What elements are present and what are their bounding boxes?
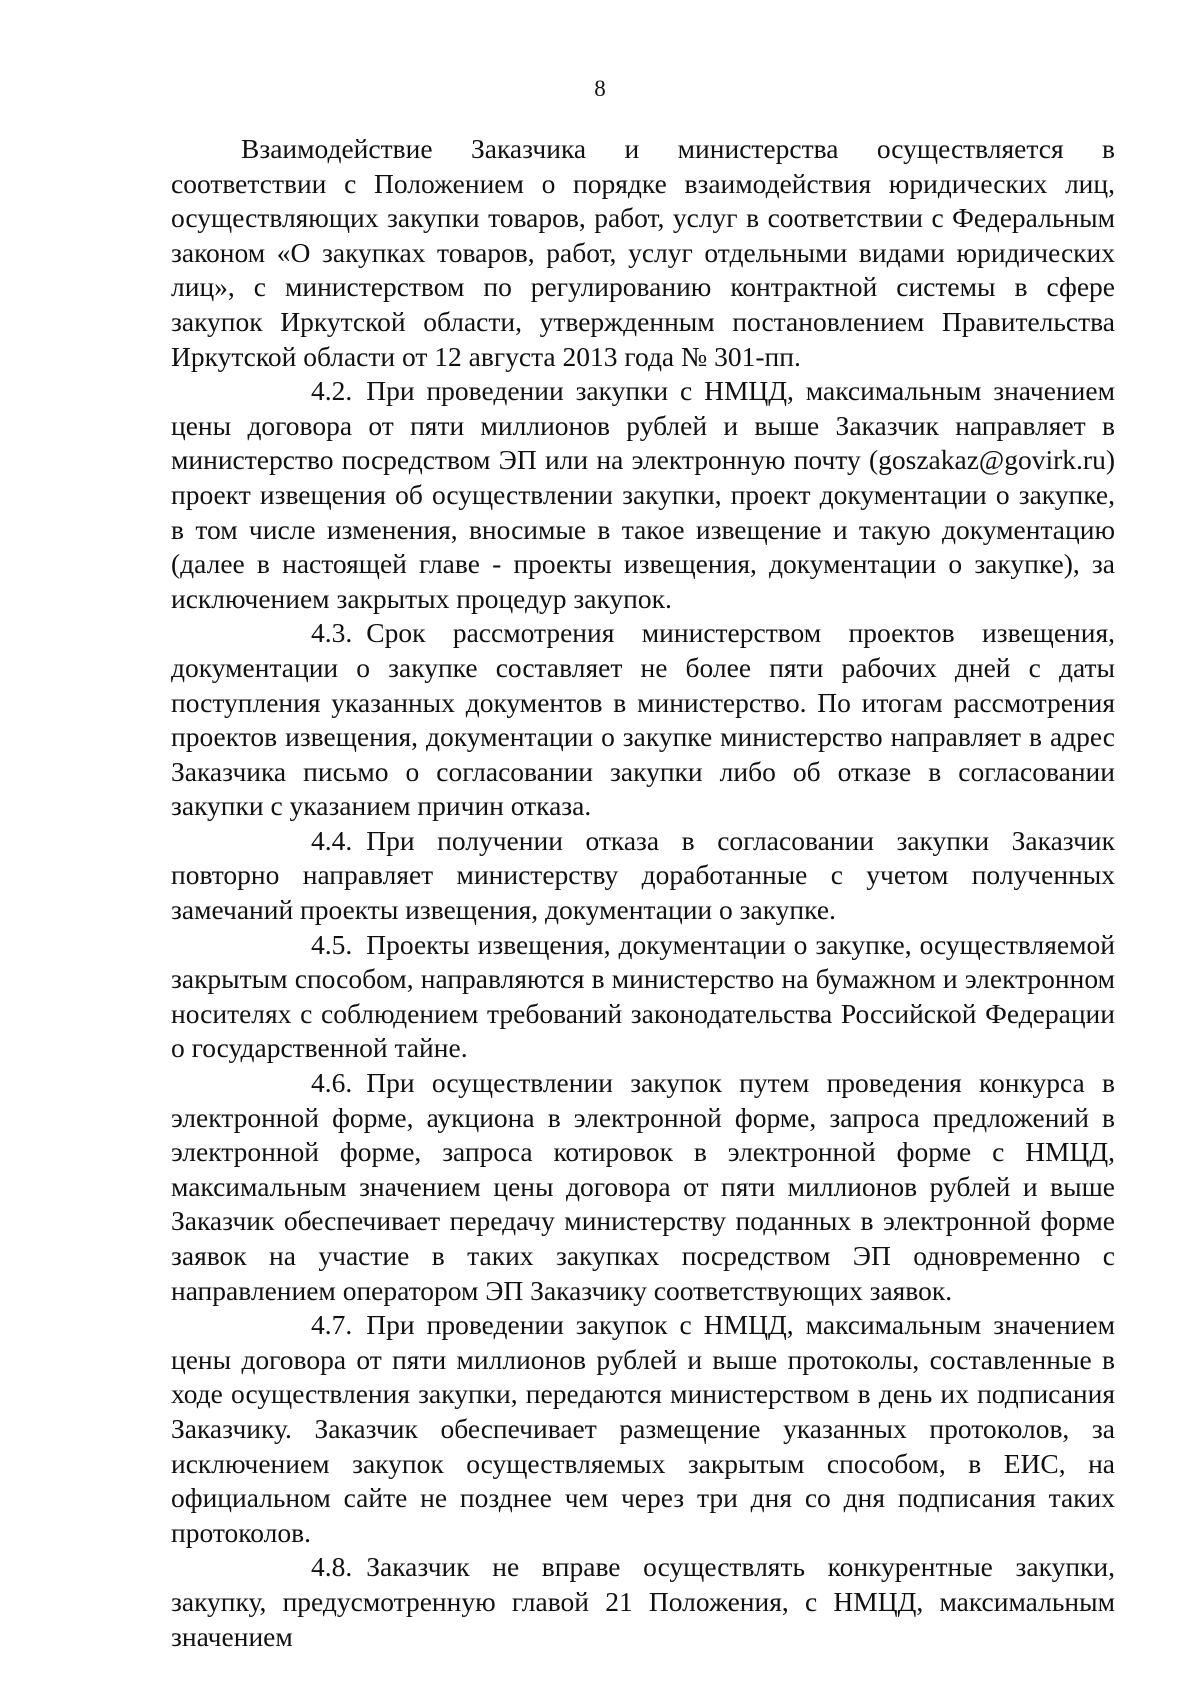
paragraph-text: При получении отказа в согласовании закупки Заказчик повторно направляет министерству доработанные с учетом полученных замечаний проекты извещения, документации о закупке. — [171, 824, 1115, 926]
paragraph-text: При проведении закупки с НМЦД, максимальным значением цены договора от пяти миллионов рублей и выше Заказчик направляет в министерство посредством ЭП или на электронную почту (goszakaz@govirk.ru) проект извещения об осуществлении закупки, проект документации о закупке, в том числе изменения, вносимые в такое извещение и такую документацию (далее в настоящей главе - проекты извещения, документации о закупке), за исключением закрытых процедур закупок. — [171, 375, 1115, 614]
paragraph-text: Заказчик не вправе осуществлять конкурентные закупки, закупку, предусмотренную главой 21 Положения, с НМЦД, максимальным значением — [171, 1551, 1115, 1652]
paragraph-number: 4.5. — [311, 928, 353, 960]
paragraph-number: 4.7. — [311, 1309, 353, 1341]
paragraph-number: 4.8. — [311, 1551, 353, 1583]
paragraph-4-3 — [171, 616, 1115, 824]
paragraph-number: 4.6. — [311, 1067, 353, 1099]
paragraph-number: 4.2. — [311, 375, 353, 407]
paragraph-text: Срок рассмотрения министерством проектов извещения, документации о закупке составляет не более пяти рабочих дней с даты поступления указанных документов в министерство. По итогам рассмотрения проектов извещения, документации о закупке министерство направляет в адрес Заказчика письмо о согласовании закупки либо об отказе в согласовании закупки с указанием причин отказа. — [171, 617, 1115, 822]
paragraph-4-8 — [171, 1550, 1115, 1654]
paragraph-text: Проекты извещения, документации о закупке, осуществляемой закрытым способом, направляются в министерство на бумажном и электронном носителях с соблюдением требований законодательства Российской Федерации о государственной тайне. — [171, 928, 1115, 1064]
paragraph-number: 4.4. — [311, 824, 353, 856]
paragraph-text: Взаимодействие Заказчика и министерства осуществляется в соответствии с Положением о порядке взаимодействия юридических лиц, осуществляющих закупки товаров, работ, услуг в соответствии с Федеральным законом «О закупках товаров, работ, услуг отдельными видами юридических лиц», с министерством по регулированию контрактной системы в сфере закупок Иркутской области, утвержденным постановлением Правительства Иркутской области от 12 августа 2013 года № 301-пп. — [171, 133, 1115, 372]
paragraph-number: 4.3. — [311, 617, 353, 649]
document-body — [171, 132, 1115, 1654]
paragraph-4-4 — [171, 824, 1115, 928]
paragraph-text: При осуществлении закупок путем проведения конкурса в электронной форме, аукциона в электронной форме, запроса предложений в электронной форме, запроса котировок в электронной форме с НМЦД, максимальным значением цены договора от пяти миллионов рублей и выше Заказчик обеспечивает передачу министерству поданных в электронной форме заявок на участие в таких закупках посредством ЭП одновременно с направлением оператором ЭП Заказчику соответствующих заявок. — [171, 1067, 1115, 1306]
page-number: 8 — [594, 76, 606, 101]
paragraph-text: При проведении закупок с НМЦД, максимальным значением цены договора от пяти миллионов рублей и выше протоколы, составленные в ходе осуществления закупки, передаются министерством в день их подписания Заказчику. Заказчик обеспечивает размещение указанных протоколов, за исключением закупок осуществляемых закрытым способом, в ЕИС, на официальном сайте не позднее чем через три дня со дня подписания таких протоколов. — [171, 1309, 1115, 1548]
paragraph-4-2 — [171, 374, 1115, 616]
paragraph-4-6 — [171, 1066, 1115, 1308]
paragraph-4-5 — [171, 928, 1115, 1066]
paragraph-intro — [171, 132, 1115, 374]
paragraph-4-7 — [171, 1308, 1115, 1550]
